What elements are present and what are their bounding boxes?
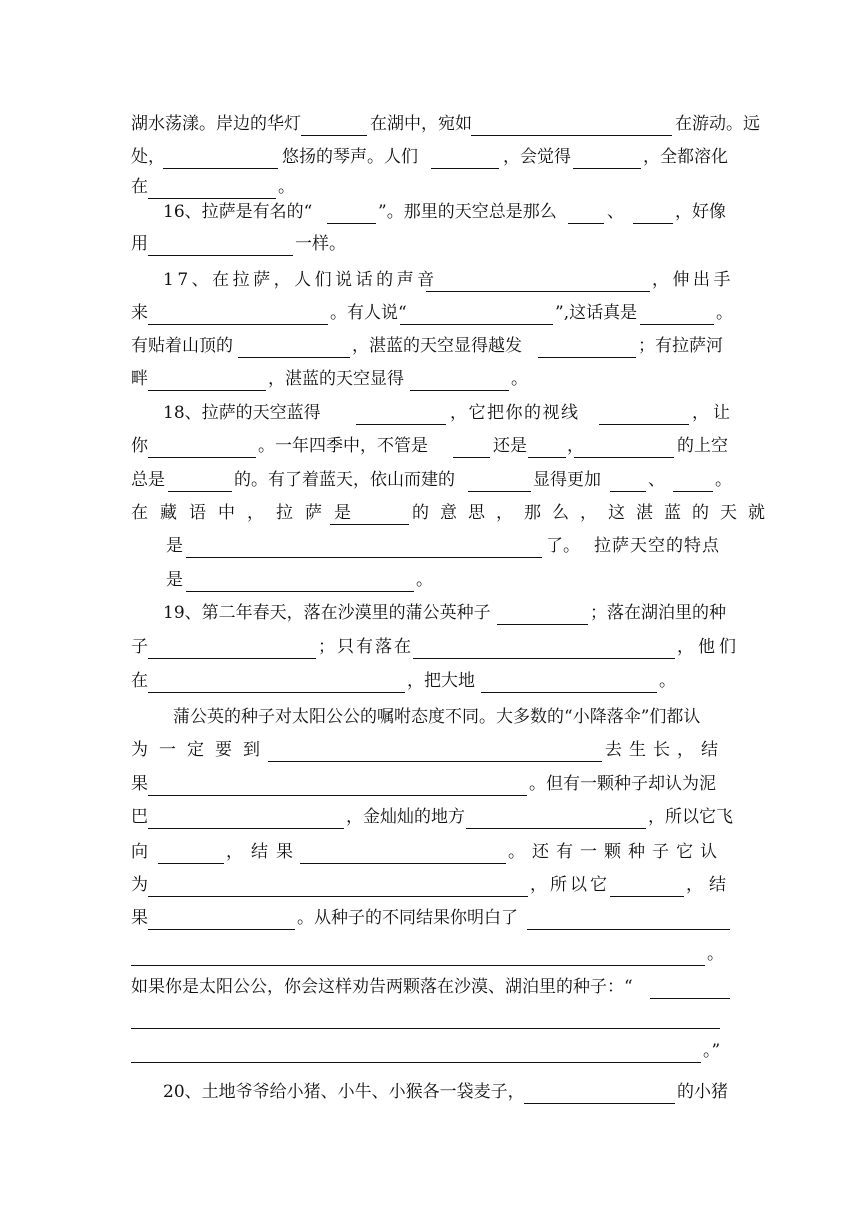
answer-blank[interactable]	[640, 324, 714, 325]
text-segment: 。有人说“	[330, 303, 407, 323]
answer-blank[interactable]	[356, 424, 446, 425]
answer-blank[interactable]	[610, 896, 684, 897]
answer-blank[interactable]	[471, 135, 672, 136]
text-segment: 湖水荡漾。岸边的华灯	[131, 114, 301, 134]
text-segment: ，	[567, 436, 584, 456]
text-segment: 17、在拉萨，人们说话的声音	[163, 270, 438, 290]
text-segment: 在	[131, 671, 148, 691]
text-segment: ，他们	[677, 637, 740, 657]
text-segment: ，把大地	[407, 671, 475, 691]
text-segment: 。	[416, 570, 433, 590]
text-segment: 。	[278, 177, 295, 197]
text-segment: ；有拉萨河	[638, 336, 723, 356]
answer-blank[interactable]	[426, 291, 650, 292]
text-segment: 显得更加	[533, 470, 601, 490]
answer-blank[interactable]	[327, 223, 376, 224]
answer-blank[interactable]	[673, 491, 713, 492]
answer-blank[interactable]	[158, 863, 224, 864]
answer-blank[interactable]	[568, 223, 604, 224]
answer-blank[interactable]	[131, 1028, 720, 1029]
answer-blank[interactable]	[163, 168, 278, 169]
answer-blank[interactable]	[400, 324, 553, 325]
answer-blank[interactable]	[168, 491, 232, 492]
answer-blank[interactable]	[238, 357, 350, 358]
answer-blank[interactable]	[573, 168, 641, 169]
text-segment: 。从种子的不同结果你明白了	[297, 908, 518, 928]
text-segment: 为一定要到	[131, 740, 271, 760]
text-segment: 如果你是太阳公公，你会这样劝告两颗落在沙漠、湖泊里的种子：“	[131, 977, 633, 997]
text-segment: 还是	[493, 436, 527, 456]
text-segment: ，金灿灿的地方	[346, 807, 465, 827]
text-segment: 18、拉萨的天空蓝得	[163, 403, 321, 423]
text-segment: 、	[607, 202, 624, 222]
text-segment: 在	[131, 177, 148, 197]
text-segment: 是	[166, 570, 183, 590]
answer-blank[interactable]	[468, 491, 531, 492]
text-segment: 。但有一颗种子却认为泥	[529, 774, 716, 794]
text-segment: 子	[131, 637, 148, 657]
answer-blank[interactable]	[413, 658, 675, 659]
text-segment: 拉萨天空的特点	[594, 536, 720, 556]
text-segment: 20、土地爷爷给小猪、小牛、小猴各一袋麦子，	[163, 1082, 525, 1102]
text-segment: ，结	[686, 875, 732, 895]
answer-blank[interactable]	[431, 168, 499, 169]
text-segment: 的上空	[677, 436, 728, 456]
answer-blank[interactable]	[410, 390, 509, 391]
text-segment: 为	[131, 875, 148, 895]
answer-blank[interactable]	[497, 624, 588, 625]
answer-blank[interactable]	[148, 658, 316, 659]
answer-blank[interactable]	[148, 255, 293, 256]
text-segment: 在湖中，宛如	[370, 114, 472, 134]
text-segment: 。	[707, 944, 724, 964]
text-segment: 蒲公英的种子对太阳公公的嘱咐态度不同。大多数的“小降落伞”们都认	[173, 707, 701, 727]
text-segment: ，全都溶化	[643, 147, 728, 167]
text-segment: 畔	[131, 369, 148, 389]
answer-blank[interactable]	[633, 223, 673, 224]
text-segment: ，结果	[226, 842, 301, 862]
text-segment: 。”	[703, 1041, 721, 1061]
text-segment: 果	[131, 774, 148, 794]
text-segment: 。	[659, 671, 676, 691]
answer-blank[interactable]	[148, 390, 266, 391]
text-segment: 。	[715, 470, 732, 490]
answer-blank[interactable]	[148, 795, 527, 796]
text-segment: 总是	[131, 470, 165, 490]
text-segment: ，湛蓝的天空显得越发	[352, 336, 522, 356]
text-segment: 处，	[131, 147, 165, 167]
text-segment: 19、第二年春天，落在沙漠里的蒲公英种子	[163, 603, 491, 623]
text-segment: 的。有了着蓝天，依山而建的	[234, 470, 455, 490]
text-segment: 在藏语中，拉萨是	[131, 503, 363, 523]
text-segment: 。	[716, 303, 733, 323]
answer-blank[interactable]	[527, 929, 730, 930]
text-segment: 有贴着山顶的	[131, 336, 233, 356]
text-segment: 在游动。远	[675, 114, 760, 134]
text-segment: ，会觉得	[503, 147, 571, 167]
text-segment: 16、拉萨是有名的“	[163, 202, 313, 222]
text-segment: ”,这话真是	[555, 303, 638, 323]
answer-blank[interactable]	[148, 929, 295, 930]
text-segment: 。	[511, 369, 528, 389]
answer-blank[interactable]	[574, 457, 674, 458]
answer-blank[interactable]	[538, 357, 636, 358]
answer-blank[interactable]	[268, 761, 602, 762]
text-segment: 你	[131, 436, 148, 456]
answer-blank[interactable]	[330, 524, 409, 525]
answer-blank[interactable]	[453, 457, 490, 458]
answer-blank[interactable]	[148, 457, 256, 458]
text-segment: ；只有落在	[318, 637, 413, 657]
text-segment: ”。那里的天空总是那么	[378, 202, 557, 222]
answer-blank[interactable]	[148, 896, 528, 897]
text-segment: 向	[131, 842, 148, 862]
text-segment: 用	[131, 234, 148, 254]
text-segment: 去生长，结	[605, 740, 725, 760]
answer-blank[interactable]	[186, 557, 542, 558]
answer-blank[interactable]	[148, 828, 344, 829]
answer-blank[interactable]	[148, 324, 328, 325]
text-segment: ，让	[692, 403, 734, 423]
text-segment: ，好像	[675, 202, 726, 222]
answer-blank[interactable]	[186, 591, 414, 592]
text-segment: 。一年四季中，不管是	[258, 436, 428, 456]
answer-blank[interactable]	[650, 998, 730, 999]
text-segment: ，所以它飞	[648, 807, 733, 827]
answer-blank[interactable]	[300, 863, 506, 864]
text-segment: ，所以它	[530, 875, 610, 895]
answer-blank[interactable]	[131, 1062, 701, 1063]
answer-blank[interactable]	[131, 965, 705, 966]
text-segment: 的意思，那么，这湛蓝的天就	[412, 503, 776, 523]
answer-blank[interactable]	[481, 692, 657, 693]
text-segment: ，伸出手	[652, 270, 734, 290]
answer-blank[interactable]	[524, 1103, 675, 1104]
answer-blank[interactable]	[148, 692, 405, 693]
text-segment: 巴	[131, 807, 148, 827]
text-segment: 悠扬的琴声。人们	[282, 147, 418, 167]
answer-blank[interactable]	[610, 491, 646, 492]
answer-blank[interactable]	[599, 424, 689, 425]
answer-blank[interactable]	[301, 135, 367, 136]
answer-blank[interactable]	[466, 828, 646, 829]
text-segment: 一样。	[295, 234, 346, 254]
answer-blank[interactable]	[528, 457, 566, 458]
text-segment: 了。	[546, 536, 580, 556]
text-segment: 来	[131, 303, 148, 323]
text-segment: ，它把你的视线	[450, 403, 580, 423]
text-segment: 是	[166, 536, 183, 556]
text-segment: 的小猪	[677, 1082, 728, 1102]
text-segment: 果	[131, 908, 148, 928]
text-segment: ，湛蓝的天空显得	[268, 369, 404, 389]
text-segment: ；落在湖泊里的种	[590, 603, 726, 623]
text-segment: 、	[648, 470, 665, 490]
text-segment: 。还有一颗种子它认	[508, 842, 724, 862]
